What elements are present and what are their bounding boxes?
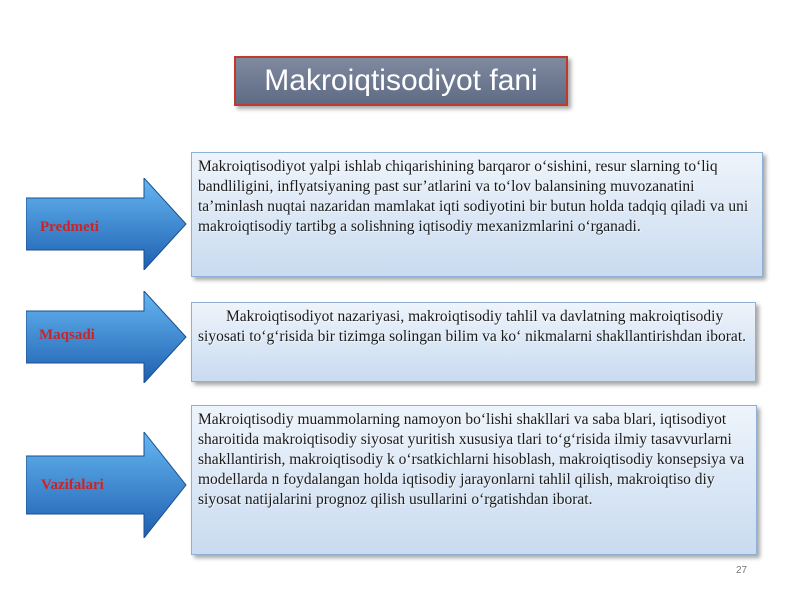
predmeti-label: Predmeti <box>40 219 99 235</box>
vazifalari-label: Vazifalari <box>41 477 104 493</box>
maqsadi-label: Maqsadi <box>39 327 95 343</box>
page-number: 27 <box>736 565 748 576</box>
maqsadi-text: Makroiqtisodiyot nazariyasi, makroiqtisodiy tahlil va davlatning makroiqtisodiy siyosati to‘g‘risida bir tizimga solingan bilim va ko‘ nikmalarni shakllantirishdan iborat. <box>191 302 756 382</box>
vazifalari-text: Makroiqtisodiy muammolarning namoyon bo‘lishi shakllari va saba blari, iqtisodiyot sharoitida makroiqtisodiy siyosat yuritish xususiya tlari to‘g‘risida ilmiy tasavvurlarni shakllantirish, makroiqtisodiy k o‘rsatkichlarni hisoblash, makroiqtisodiy konsepsiya va modellarda n foydalangan holda iqtisodiy jarayonlarni tahlil qilish, makroiqtiso diy siyosat natijalarini prognoz qilish usullarini o‘rgatishdan iborat. <box>191 405 757 555</box>
predmeti-text: Makroiqtisodiyot yalpi ishlab chiqarishining barqaror o‘sishini, resur slarning to‘liq bandliligini, inflyatsiyaning past sur’atlarini va to‘lov balansining muvozanatini ta’minlash nuqtai nazaridan mamlakat iqti sodiyotini bir butun holda tadqiq qiladi va uni makroiqtisodiy tartibg a solishning iqtisodiy mexanizmlarini o‘rganadi. <box>191 152 763 277</box>
slide-title: Makroiqtisodiyot fani <box>234 56 568 106</box>
